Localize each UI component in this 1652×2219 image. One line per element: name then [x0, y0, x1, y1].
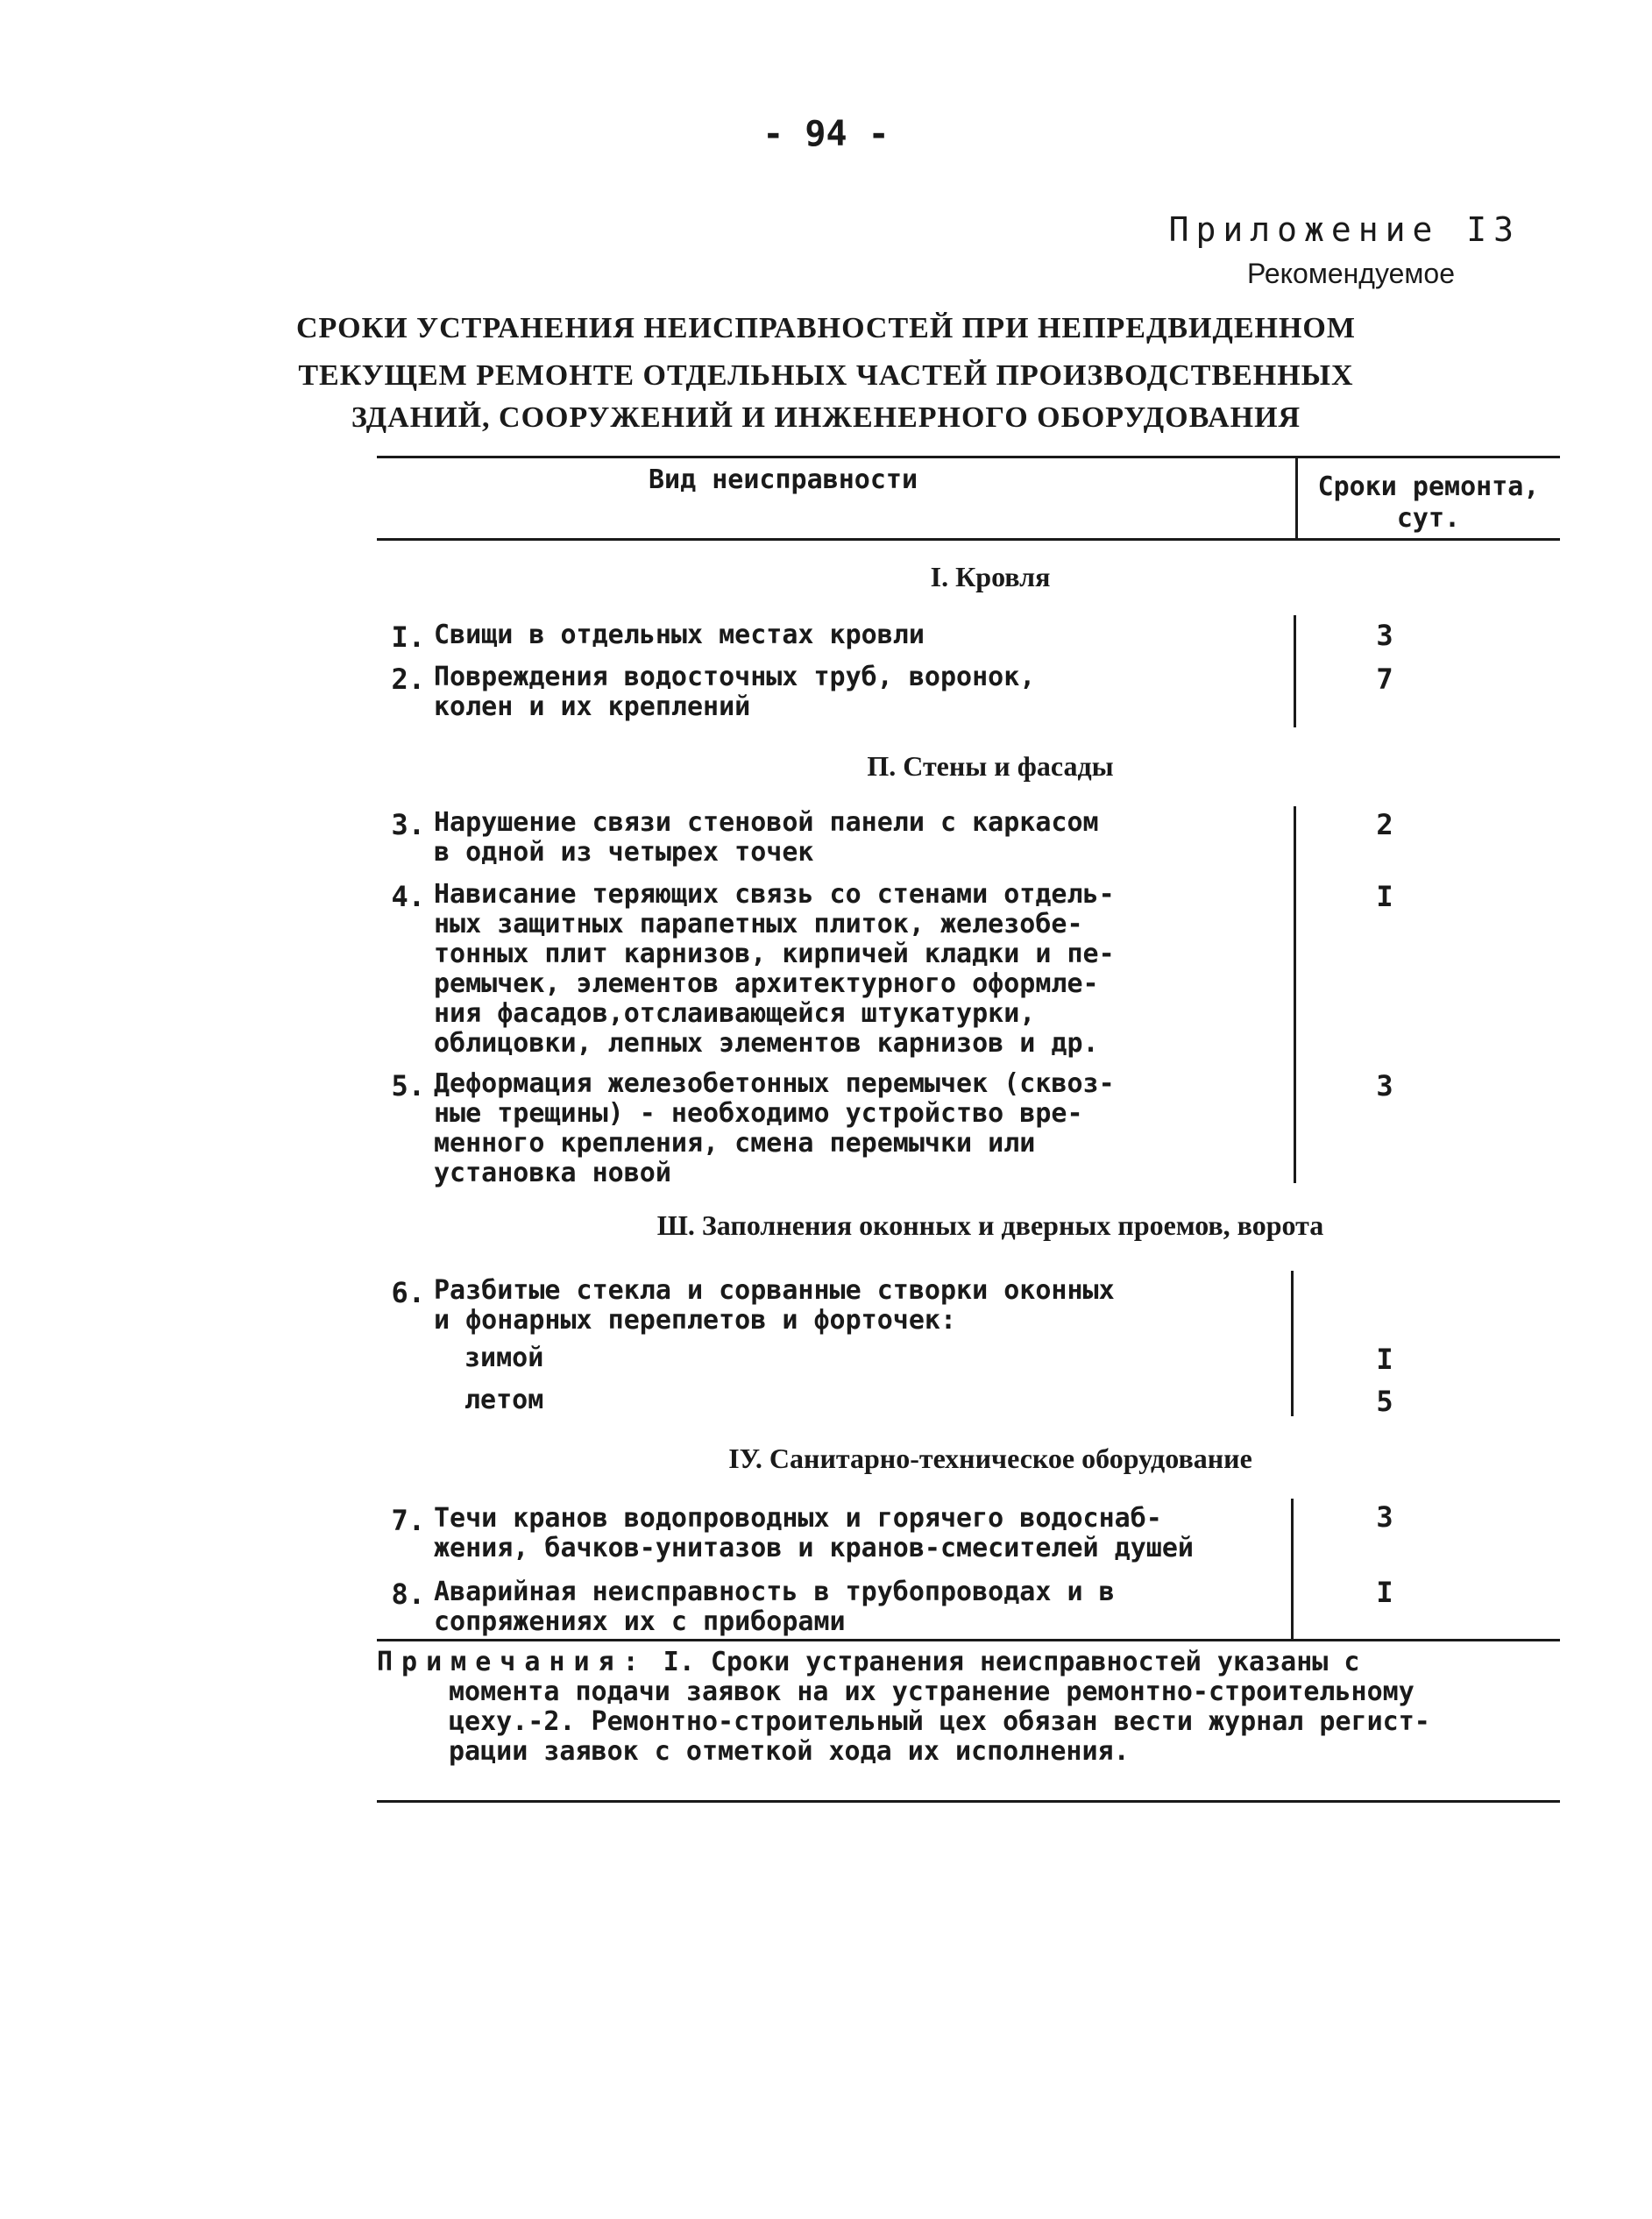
item-line: ные трещины) - необходимо устройство вре- [434, 1098, 1083, 1129]
item-line: установка новой [434, 1158, 671, 1188]
notes-block [377, 1648, 1569, 1767]
notes-bottom-rule [377, 1800, 1560, 1803]
appendix-label: Приложение I3 [1168, 210, 1521, 249]
document-title-line: ЗДАНИЙ, СООРУЖЕНИЙ И ИНЖЕНЕРНОГО ОБОРУДОВАНИЯ [351, 401, 1301, 434]
column-divider [1294, 806, 1296, 1183]
table-top-rule [377, 456, 1560, 458]
section-heading: П. Стены и фасады [867, 750, 1114, 782]
item-line: Течи кранов водопроводных и горячего водоснаб- [434, 1503, 1162, 1534]
notes-line: цеху.-2. Ремонтно-строительный цех обязан вести журнал регист- [449, 1706, 1430, 1737]
item-number: 8. [391, 1577, 425, 1611]
section-heading: I. Кровля [930, 561, 1051, 592]
item-term: 3 [1376, 1069, 1393, 1102]
item-line: в одной из четырех точек [434, 837, 814, 868]
document-title-line: ТЕКУЩЕМ РЕМОНТЕ ОТДЕЛЬНЫХ ЧАСТЕЙ ПРОИЗВОДСТВЕННЫХ [298, 359, 1354, 392]
item-term: 3 [1376, 619, 1393, 652]
item-description [434, 880, 1258, 1059]
item-number: 4. [391, 880, 425, 913]
column-header-repair-term [1297, 471, 1560, 535]
item-term: I [1376, 1343, 1393, 1376]
item-description [434, 1276, 1258, 1336]
item-number: 5. [391, 1069, 425, 1102]
item-line: Нарушение связи стеновой панели с каркасом [434, 807, 1099, 838]
item-line: облицовки, лепных элементов карнизов и др. [434, 1028, 1099, 1059]
item-line: Повреждения водосточных труб, воронок, [434, 662, 1036, 692]
item-line: Разбитые стекла и сорванные створки оконных [434, 1275, 1115, 1306]
item-line: сопряжениях их с приборами [434, 1606, 846, 1637]
item-description [434, 1577, 1258, 1637]
item-description [434, 1504, 1293, 1563]
column-header-line: Сроки ремонта, [1317, 471, 1540, 502]
section-heading: Ш. Заполнения оконных и дверных проемов, ворота [656, 1209, 1324, 1241]
item-line: и фонарных переплетов и форточек: [434, 1305, 957, 1336]
item-term: 2 [1376, 808, 1393, 841]
item-line: менного крепления, смена перемычки или [434, 1128, 1036, 1159]
item-line: тонных плит карнизов, кирпичей кладки и пе- [434, 939, 1115, 969]
appendix-status: Рекомендуемое [1246, 258, 1455, 289]
item-line: Нависание теряющих связь со стенами отдель- [434, 879, 1115, 910]
item-term: 7 [1376, 663, 1393, 696]
notes-line: момента подачи заявок на их устранение ремонтно-строительному [449, 1677, 1414, 1707]
item-number: I. [391, 620, 425, 654]
sub-item-label: зимой [464, 1343, 544, 1373]
page-number: - 94 - [762, 114, 890, 154]
notes-label: Примечания: [377, 1647, 648, 1677]
item-number: 3. [391, 808, 425, 841]
item-line: Свищи в отдельных местах кровли [434, 620, 925, 650]
notes-line: I. Сроки устранения неисправностей указаны с [647, 1647, 1360, 1677]
item-line: Аварийная неисправность в трубопроводах и в [434, 1577, 1115, 1607]
item-line: Деформация железобетонных перемычек (сквоз- [434, 1068, 1115, 1099]
item-line: колен и их креплений [434, 691, 751, 722]
item-description [434, 808, 1258, 868]
sub-item-label: летом [464, 1385, 544, 1415]
item-description [434, 663, 1258, 722]
item-term: 5 [1376, 1385, 1393, 1418]
item-term: I [1376, 880, 1393, 913]
item-description [434, 1069, 1258, 1188]
section-heading: IУ. Санитарно-техническое оборудование [728, 1443, 1252, 1474]
item-line: ремычек, элементов архитектурного оформле- [434, 968, 1099, 999]
item-number: 2. [391, 663, 425, 696]
column-header-line: сут. [1396, 503, 1461, 534]
item-line: ния фасадов,отслаивающейся штукатурки, [434, 998, 1036, 1029]
column-divider [1291, 1271, 1294, 1416]
table-bottom-rule [377, 1639, 1560, 1641]
item-term: I [1376, 1576, 1393, 1609]
column-divider [1294, 615, 1296, 727]
column-header-fault-type: Вид неисправности [649, 464, 918, 495]
item-description [434, 620, 1258, 650]
table-header-rule [377, 538, 1560, 541]
item-term: 3 [1376, 1500, 1393, 1534]
item-number: 6. [391, 1276, 425, 1309]
item-line: жения, бачков-унитазов и кранов-смесителей душей [434, 1533, 1194, 1563]
document-title-line: СРОКИ УСТРАНЕНИЯ НЕИСПРАВНОСТЕЙ ПРИ НЕПРЕДВИДЕННОМ [296, 312, 1356, 344]
notes-line: рации заявок с отметкой хода их исполнения. [449, 1736, 1130, 1767]
item-number: 7. [391, 1504, 425, 1537]
item-line: ных защитных парапетных плиток, железобе- [434, 909, 1083, 939]
